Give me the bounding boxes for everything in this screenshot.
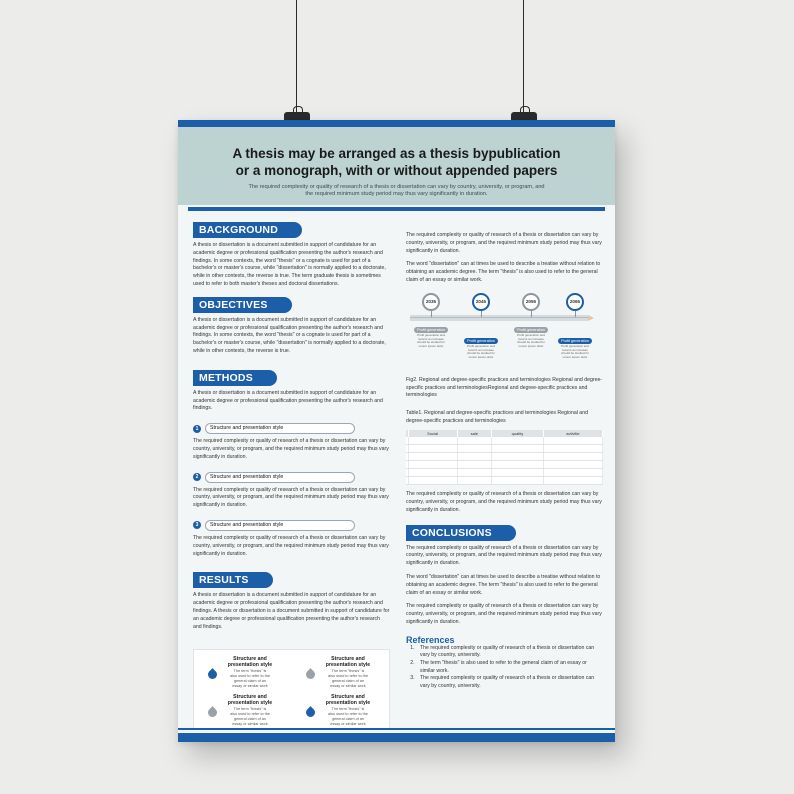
conclusions-text-3: The required complexity or quality of research of a thesis or dissertation can vary by country, university, or program, and the required minimum study period may thus vary significantly in duration. [406, 603, 602, 626]
methods-heading: METHODS [193, 370, 277, 386]
methods-text: A thesis or dissertation is a document submitted in support of candidature for an academic degree or professional qualification presenting the author's research and findings. [193, 389, 383, 412]
table-header: sale [457, 430, 491, 437]
reference-item: 2. The term "thesis" is also used to refer to the general claim of an essay or similar work. [416, 660, 603, 675]
timeline-label: Profit generation [514, 327, 548, 333]
timeline-text: Profit generation and local is an increase should be studied for Lorem ipsum dolor [561, 343, 589, 360]
table-cell [408, 477, 457, 485]
method-step [193, 472, 390, 483]
conclusions-heading: CONCLUSIONS [406, 525, 516, 541]
table-cell [492, 445, 544, 453]
result-item [302, 694, 382, 726]
result-item-title: Structure and presentation style [325, 694, 371, 707]
right-column [406, 232, 603, 690]
timeline-text: Profit generation and local is an increase should be studied for Lorem ipsum dolor [467, 343, 495, 360]
step-text: The required complexity or quality of research of a thesis or dissertation can vary by country, university, or program, and the required minimum study period may thus vary significantly in duration. [193, 534, 389, 557]
step-number: 3 [193, 521, 201, 529]
timeline-year: 2035 [422, 293, 440, 311]
table-cell [543, 469, 602, 477]
table-body [406, 437, 603, 485]
table-row [406, 469, 603, 477]
background-heading: BACKGROUND [193, 222, 302, 238]
results-figure [193, 649, 390, 729]
poster-title: A thesis may be arranged as a thesis bypublication or a monograph, with or without appended papers [232, 146, 561, 178]
results-heading: RESULTS [193, 572, 273, 588]
table-cell [457, 469, 491, 477]
table-cell [457, 437, 491, 445]
results-text: A thesis or dissertation is a document submitted in support of candidature for an academic degree or professional qualification presenting the author's research and findings. A thesis or dissertation is a document submitted in support of candidature for an academic degree or professional qualification presenting the author's research and findings. [193, 592, 390, 630]
table-cell [492, 453, 544, 461]
data-table [406, 430, 603, 486]
table-header-row [406, 430, 603, 437]
table-cell [543, 453, 602, 461]
method-step [193, 423, 390, 434]
methods-steps [193, 423, 390, 558]
table-row [406, 477, 603, 485]
result-item [204, 656, 284, 688]
timeline-stem [431, 311, 432, 317]
result-item-text: The term "thesis" is also used to refer to the general claim of an essay or similar work [230, 669, 270, 688]
method-step [193, 520, 390, 531]
conclusions-text-1: The required complexity or quality of research of a thesis or dissertation can vary by country, university, or program, and the required minimum study period may thus vary significantly in duration. [406, 544, 602, 567]
timeline-year: 2055 [522, 293, 540, 311]
table-header: quality [492, 430, 544, 437]
background-text: A thesis or dissertation is a document submitted in support of candidature for an academic degree or professional qualification presenting the author's research and findings. In some contexts, the word "thesis" or a cognate is used for part of a bachelor's or master's course, while "dissertation" is normally applied to a doctorate, while in other contexts, the reverse is true. The term graduate thesis is sometimes used to refer to both master's theses and doctoral dissertations. [193, 242, 386, 287]
references-heading: References [406, 634, 455, 645]
hanging-wire-right [523, 0, 524, 116]
dissertation-paragraph: The word "dissertation" can at times be used to describe a treatise without relation to obtaining an academic degree. The term "thesis" is also used to refer to the general claim of an essay or similar work. [406, 261, 601, 283]
top-accent-bar [178, 120, 615, 127]
table-row [406, 461, 603, 469]
table-cell [408, 437, 457, 445]
timeline-pencil-tip [588, 315, 594, 321]
timeline-label: Profit generation [464, 338, 498, 344]
table-cell [543, 445, 602, 453]
result-item-text: The term "thesis" is also used to refer to the general claim of an essay or similar work [328, 669, 368, 688]
table-cell [408, 461, 457, 469]
step-number: 2 [193, 473, 201, 481]
result-item [302, 656, 382, 688]
table-cell [408, 453, 457, 461]
table-cell [492, 477, 544, 485]
timeline-bar [410, 315, 588, 321]
timeline-figure [406, 293, 603, 373]
header-divider [188, 207, 605, 211]
table-row [406, 437, 603, 445]
fig2-caption: Fig2. Regional and degree-specific practices and terminologies Regional and degree-specific practices and terminologiesRegional and degree-specific practices and terminologies [406, 376, 603, 399]
intro-paragraph: The required complexity or quality of research of a thesis or dissertation can vary by country, university, or program, and the required minimum study period may thus vary significantly in duration. [406, 232, 602, 254]
table-header: Social [408, 430, 457, 437]
table-row [406, 453, 603, 461]
table-cell [492, 461, 544, 469]
timeline-stem [531, 311, 532, 317]
references-list [416, 645, 603, 691]
left-column [193, 220, 390, 739]
table-cell [492, 469, 544, 477]
step-text: The required complexity or quality of research of a thesis or dissertation can vary by country, university, or program, and the required minimum study period may thus vary significantly in duration. [193, 486, 389, 509]
step-label: Structure and presentation style [205, 472, 355, 483]
bottom-accent-bar [178, 733, 615, 742]
conclusions-text-2: The word "dissertation" can at times be used to describe a treatise without relation to obtaining an academic degree. The term "thesis" is also used to refer to the general claim of an essay or similar work. [406, 574, 601, 596]
poster-subtitle: The required complexity or quality of research of a thesis or dissertation can vary by country, university, or program, and the required minimum study period may thus vary significantly in duration. [248, 184, 545, 197]
timeline-year: 2065 [566, 293, 584, 311]
result-item-title: Structure and presentation style [325, 656, 371, 669]
objectives-heading: OBJECTIVES [193, 297, 292, 313]
table-cell [457, 477, 491, 485]
result-item-title: Structure and presentation style [227, 694, 273, 707]
table-cell [543, 461, 602, 469]
table-note: The required complexity or quality of research of a thesis or dissertation can vary by country, university, or program, and the required minimum study period may thus vary significantly in duration. [406, 491, 602, 513]
table-cell [408, 445, 457, 453]
result-item-text: The term "thesis" is also used to refer to the general claim of an essay or similar work [328, 707, 368, 726]
step-number: 1 [193, 425, 201, 433]
timeline-stem [481, 311, 482, 317]
reference-item: 3. The required complexity or quality of research of a thesis or dissertation can vary by country, university. [416, 675, 603, 690]
table-cell [408, 469, 457, 477]
step-text: The required complexity or quality of research of a thesis or dissertation can vary by country, university, or program, and the required minimum study period may thus vary significantly in duration. [193, 438, 389, 460]
result-item [204, 694, 284, 726]
timeline-text: Profit generation and local is an increase should be studied for Lorem ipsum dolor [517, 332, 545, 349]
timeline-text: Profit generation and local is an increase should be studied for Lorem ipsum dolor [417, 332, 445, 349]
timeline-year: 2045 [472, 293, 490, 311]
step-label: Structure and presentation style [205, 520, 355, 531]
table-cell [457, 453, 491, 461]
table-cell [492, 437, 544, 445]
poster-header [178, 127, 615, 205]
poster [178, 120, 615, 742]
table-cell [457, 461, 491, 469]
step-label: Structure and presentation style [205, 423, 355, 434]
result-item-title: Structure and presentation style [227, 656, 273, 669]
reference-item: 1. The required complexity or quality of research of a thesis or dissertation can vary by country, university. [416, 645, 603, 660]
timeline-stem [575, 311, 576, 317]
timeline-label: Profit generation [558, 338, 592, 344]
result-item-text: The term "thesis" is also used to refer to the general claim of an essay or similar work [230, 707, 270, 726]
table-cell [457, 445, 491, 453]
table-row [406, 445, 603, 453]
timeline-label: Profit generation [414, 327, 448, 333]
table-cell [543, 477, 602, 485]
table1-caption: Table1. Regional and degree-specific practices and terminologies Regional and degree-specific practices and terminologies [406, 410, 588, 424]
table-cell [543, 437, 602, 445]
table-header: activitie [543, 430, 602, 437]
objectives-text: A thesis or dissertation is a document submitted in support of candidature for an academic degree or professional qualification presenting the author's research and findings. In some contexts, the word "thesis" or a cognate is used for part of a bachelor's or master's course, while "dissertation" is normally applied to a doctorate, while in other contexts, the reverse is true. [193, 316, 386, 354]
hanging-wire-left [296, 0, 297, 116]
